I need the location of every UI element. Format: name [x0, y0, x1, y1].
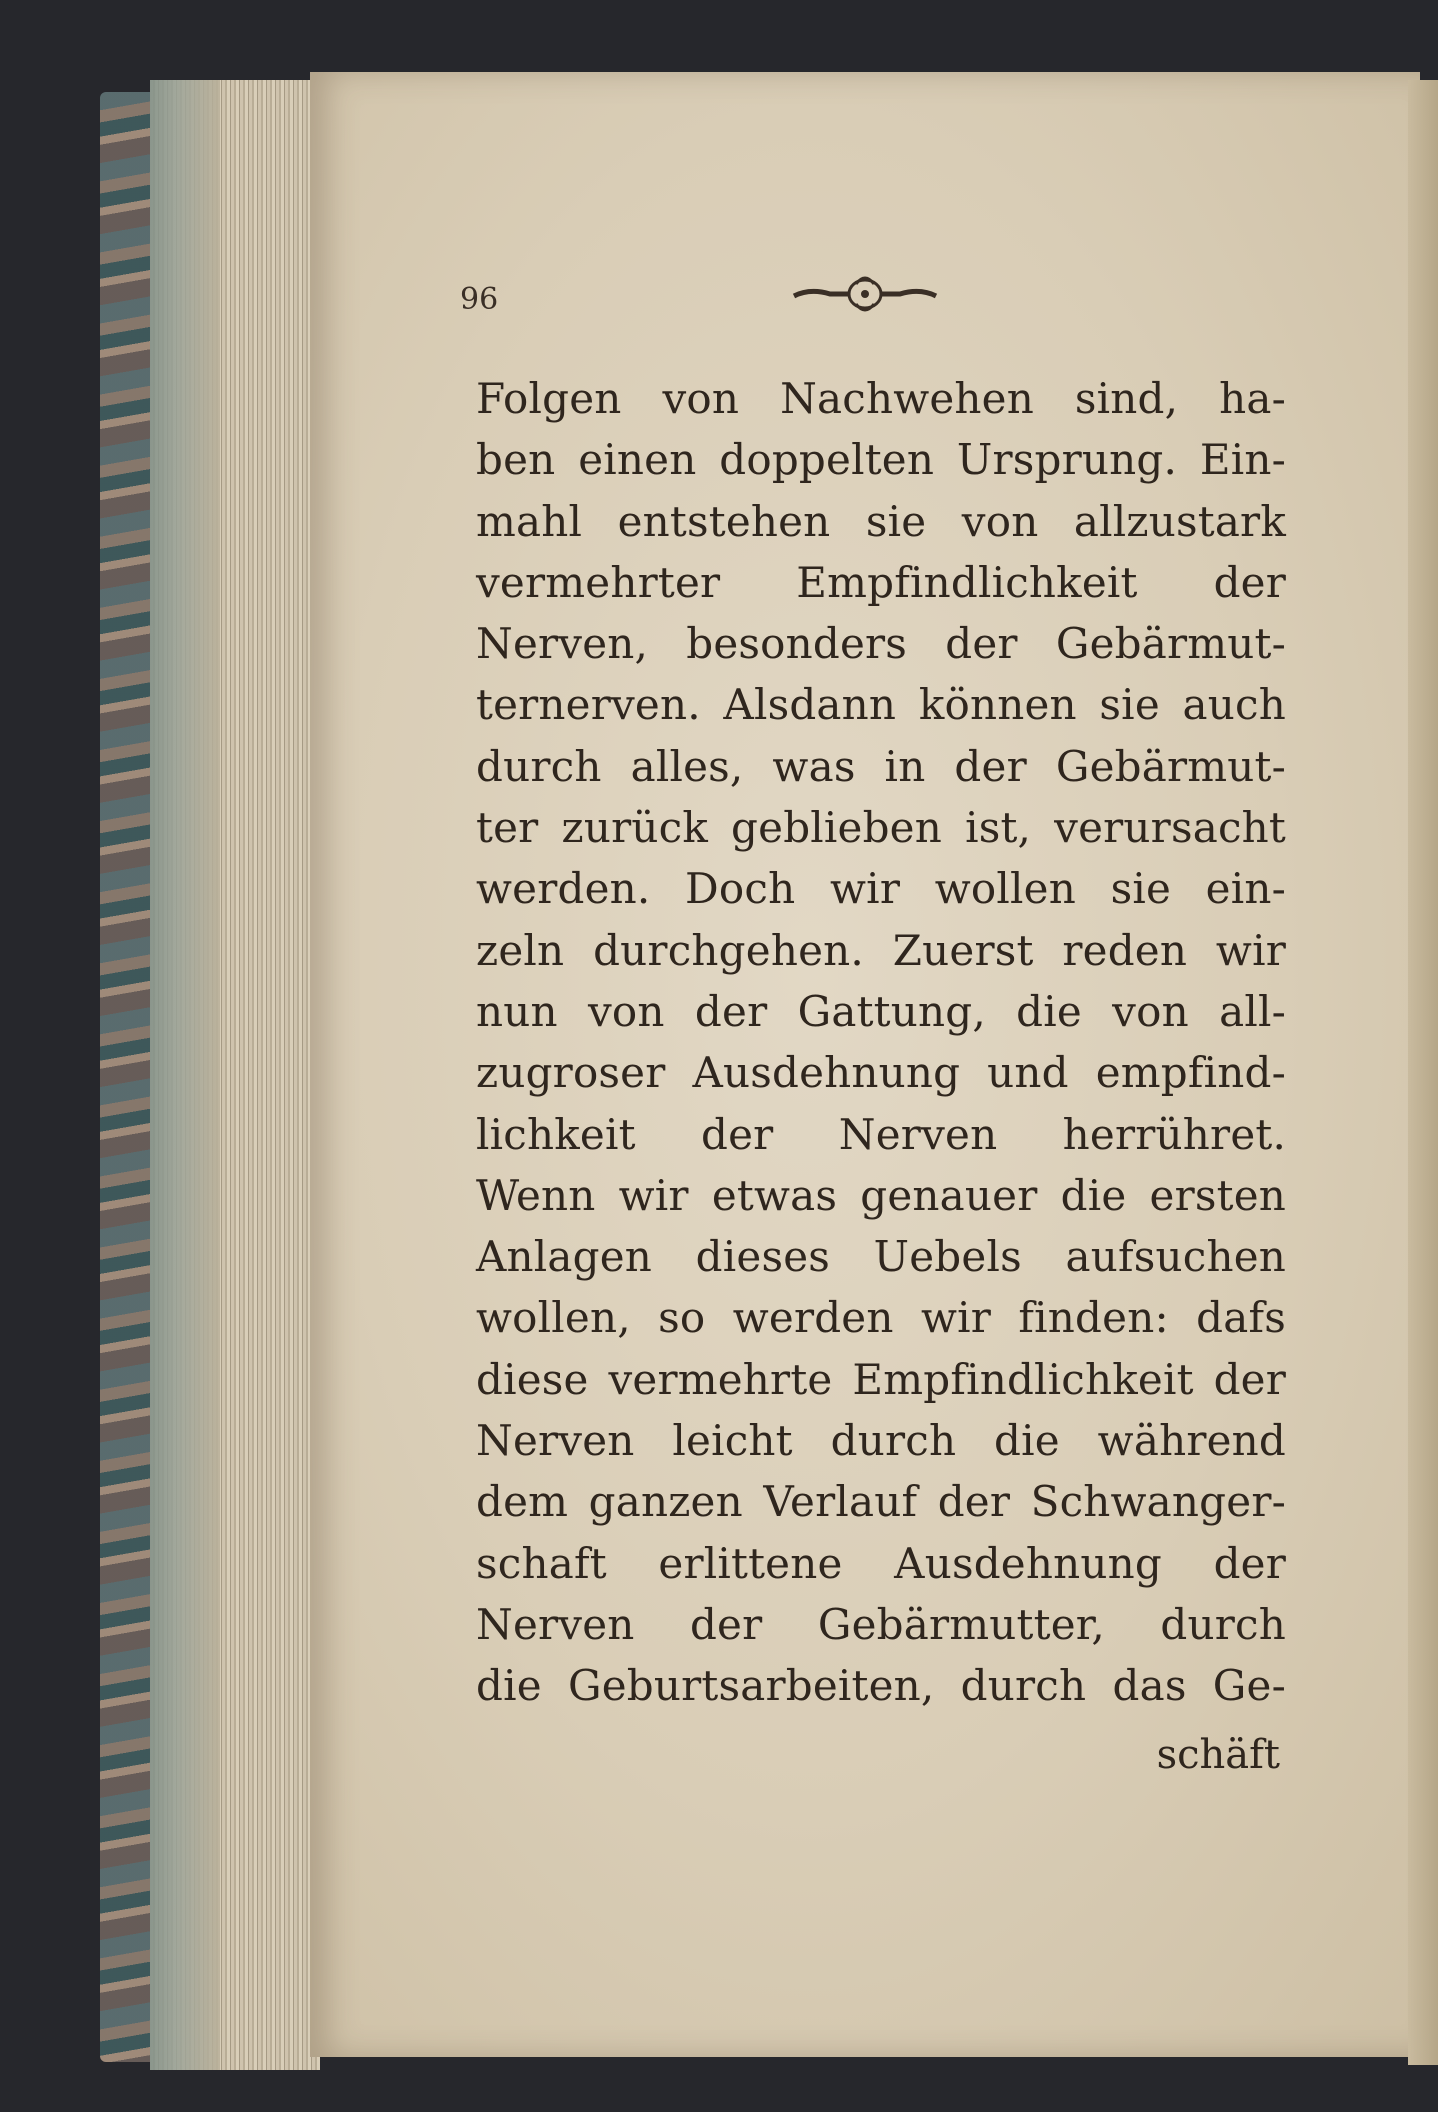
text-line: durch alles, was in der Gebärmut- — [476, 741, 1286, 791]
text-line: mahl entstehen sie von allzustark — [476, 496, 1286, 546]
text-line: Nerven, besonders der Gebärmut- — [476, 619, 1286, 669]
text-line: Anlagen dieses Uebels aufsuchen — [476, 1232, 1286, 1282]
text-line: Nerven leicht durch die während — [476, 1416, 1286, 1466]
text-line: Folgen von Nachwehen sind, ha- — [476, 374, 1286, 423]
facing-page-edge — [1408, 80, 1438, 2065]
catchword: schäft — [1156, 1732, 1280, 1778]
text-line: vermehrter Empfindlichkeit der — [476, 557, 1286, 607]
ornament-icon — [790, 270, 940, 318]
text-line: schaft erlittene Ausdehnung der — [476, 1538, 1286, 1588]
text-line: zugroser Ausdehnung und empfind- — [476, 1048, 1286, 1098]
text-line: Wenn wir etwas genauer die ersten — [476, 1170, 1286, 1220]
text-line: dem ganzen Verlauf der Schwanger- — [476, 1477, 1286, 1527]
text-line: zeln durchgehen. Zuerst reden wir — [476, 925, 1286, 975]
page-stack-edge — [150, 80, 220, 2070]
text-line: werden. Doch wir wollen sie ein- — [476, 864, 1286, 914]
text-line: lichkeit der Nerven herrühret. — [476, 1109, 1286, 1159]
body-text — [476, 368, 1286, 1717]
text-line: nun von der Gattung, die von all- — [476, 986, 1286, 1036]
text-line: die Geburtsarbeiten, durch das Ge- — [476, 1661, 1286, 1711]
text-line: Nerven der Gebärmutter, durch — [476, 1599, 1286, 1649]
text-line: diese vermehrte Empfindlichkeit der — [476, 1354, 1286, 1404]
text-line: ben einen doppelten Ursprung. Ein- — [476, 435, 1286, 485]
text-line: ternerven. Alsdann können sie auch — [476, 680, 1286, 730]
text-line: wollen, so werden wir finden: dafs — [476, 1293, 1286, 1343]
page-number: 96 — [460, 282, 499, 317]
text-line: ter zurück geblieben ist, verursacht — [476, 803, 1286, 853]
